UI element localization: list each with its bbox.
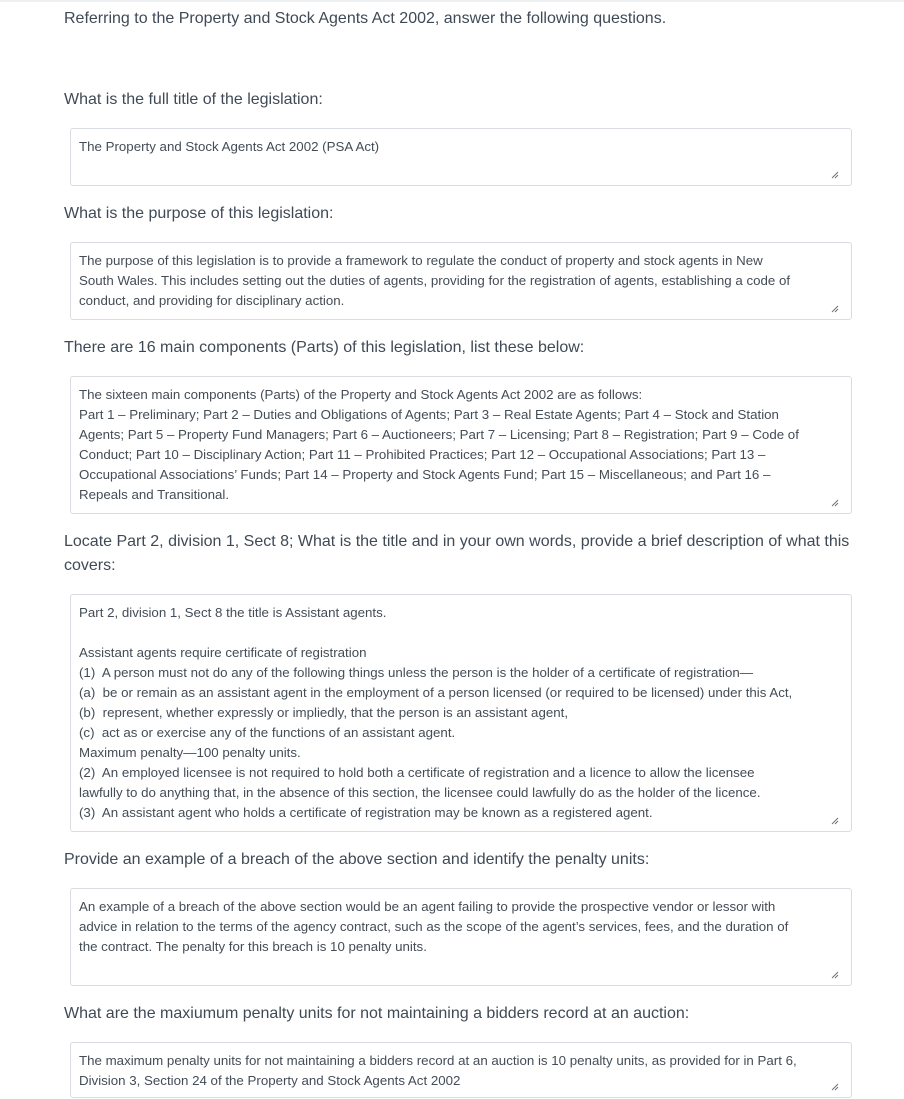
question-1-label: What is the full title of the legislation:	[64, 91, 323, 108]
question-6-label: What are the maxiumum penalty units for not maintaining a bidders record at an auction:	[64, 1005, 690, 1022]
resize-handle-icon[interactable]	[829, 1081, 839, 1091]
answer-2-textarea[interactable]	[70, 242, 852, 320]
answer-4-textarea[interactable]	[70, 594, 852, 832]
answer-6-text: The maximum penalty units for not maintaining a bidders record at an auction is 10 penalty units, as provided for in Part 6, Division 3, Section 24 of the Property and Stock Agents Act 2002	[79, 1053, 797, 1088]
question-3-label: There are 16 main components (Parts) of this legislation, list these below:	[64, 339, 585, 356]
answer-2-text: The purpose of this legislation is to provide a framework to regulate the conduct of property and stock agents in New South Wales. This includes setting out the duties of agents, providing for the registration of agents, establishing a code of conduct, and providing for disciplinary action.	[79, 253, 791, 308]
top-divider	[0, 0, 904, 2]
instructions-text: Referring to the Property and Stock Agents Act 2002, answer the following questions.	[64, 10, 667, 27]
answer-5-textarea[interactable]	[70, 888, 852, 986]
question-5-label: Provide an example of a breach of the above section and identify the penalty units:	[64, 851, 650, 868]
question-2-label: What is the purpose of this legislation:	[64, 205, 334, 222]
answer-1-text: The Property and Stock Agents Act 2002 (PSA Act)	[79, 139, 380, 154]
answer-5-text: An example of a breach of the above section would be an agent failing to provide the prospective vendor or lessor with advice in relation to the terms of the agency contract, such as the scope of the agent’s services, fees, and the duration of the contract. The penalty for this breach is 10 penalty units.	[79, 899, 789, 954]
resize-handle-icon[interactable]	[829, 169, 839, 179]
resize-handle-icon[interactable]	[829, 969, 839, 979]
answer-1-textarea[interactable]	[70, 128, 852, 186]
question-4-label: Locate Part 2, division 1, Sect 8; What is the title and in your own words, provide a brief description of what this covers:	[64, 533, 850, 574]
resize-handle-icon[interactable]	[829, 303, 839, 313]
answer-4-text: Part 2, division 1, Sect 8 the title is Assistant agents. Assistant agents require certificate of registration (1) A person must not do any of the following things unless the person is the holder of a certificate of registration— (a) be or remain as an assistant agent in the employment of a person licensed (or required to be licensed) under this Act, (b) represent, whether expressly or impliedly, that the person is an assistant agent, (c) act as or exercise any of the functions of an assistant agent. Maximum penalty—100 penalty units. (2) An employed licensee is not required to hold both a certificate of registration and a licence to allow the licensee lawfully to do anything that, in the absence of this section, the licensee could lawfully do as the holder of the licence. (3) An assistant agent who holds a certificate of registration may be known as a registered agent.	[79, 605, 793, 820]
answer-3-text: The sixteen main components (Parts) of the Property and Stock Agents Act 2002 are as follows: Part 1 – Preliminary; Part 2 – Duties and Obligations of Agents; Part 3 – Real Estate Agents; Part 4 – Stock and Station Agents; Part 5 – Property Fund Managers; Part 6 – Auctioneers; Part 7 – Licensing; Part 8 – Registration; Part 9 – Code of Conduct; Part 10 – Disciplinary Action; Part 11 – Prohibited Practices; Part 12 – Occupational Associations; Part 13 – Occupational Associations’ Funds; Part 14 – Property and Stock Agents Fund; Part 15 – Miscellaneous; and Part 16 – Repeals and Transitional.	[79, 387, 799, 502]
resize-handle-icon[interactable]	[829, 497, 839, 507]
answer-6-textarea[interactable]	[70, 1042, 852, 1098]
answer-3-textarea[interactable]	[70, 376, 852, 514]
resize-handle-icon[interactable]	[829, 815, 839, 825]
